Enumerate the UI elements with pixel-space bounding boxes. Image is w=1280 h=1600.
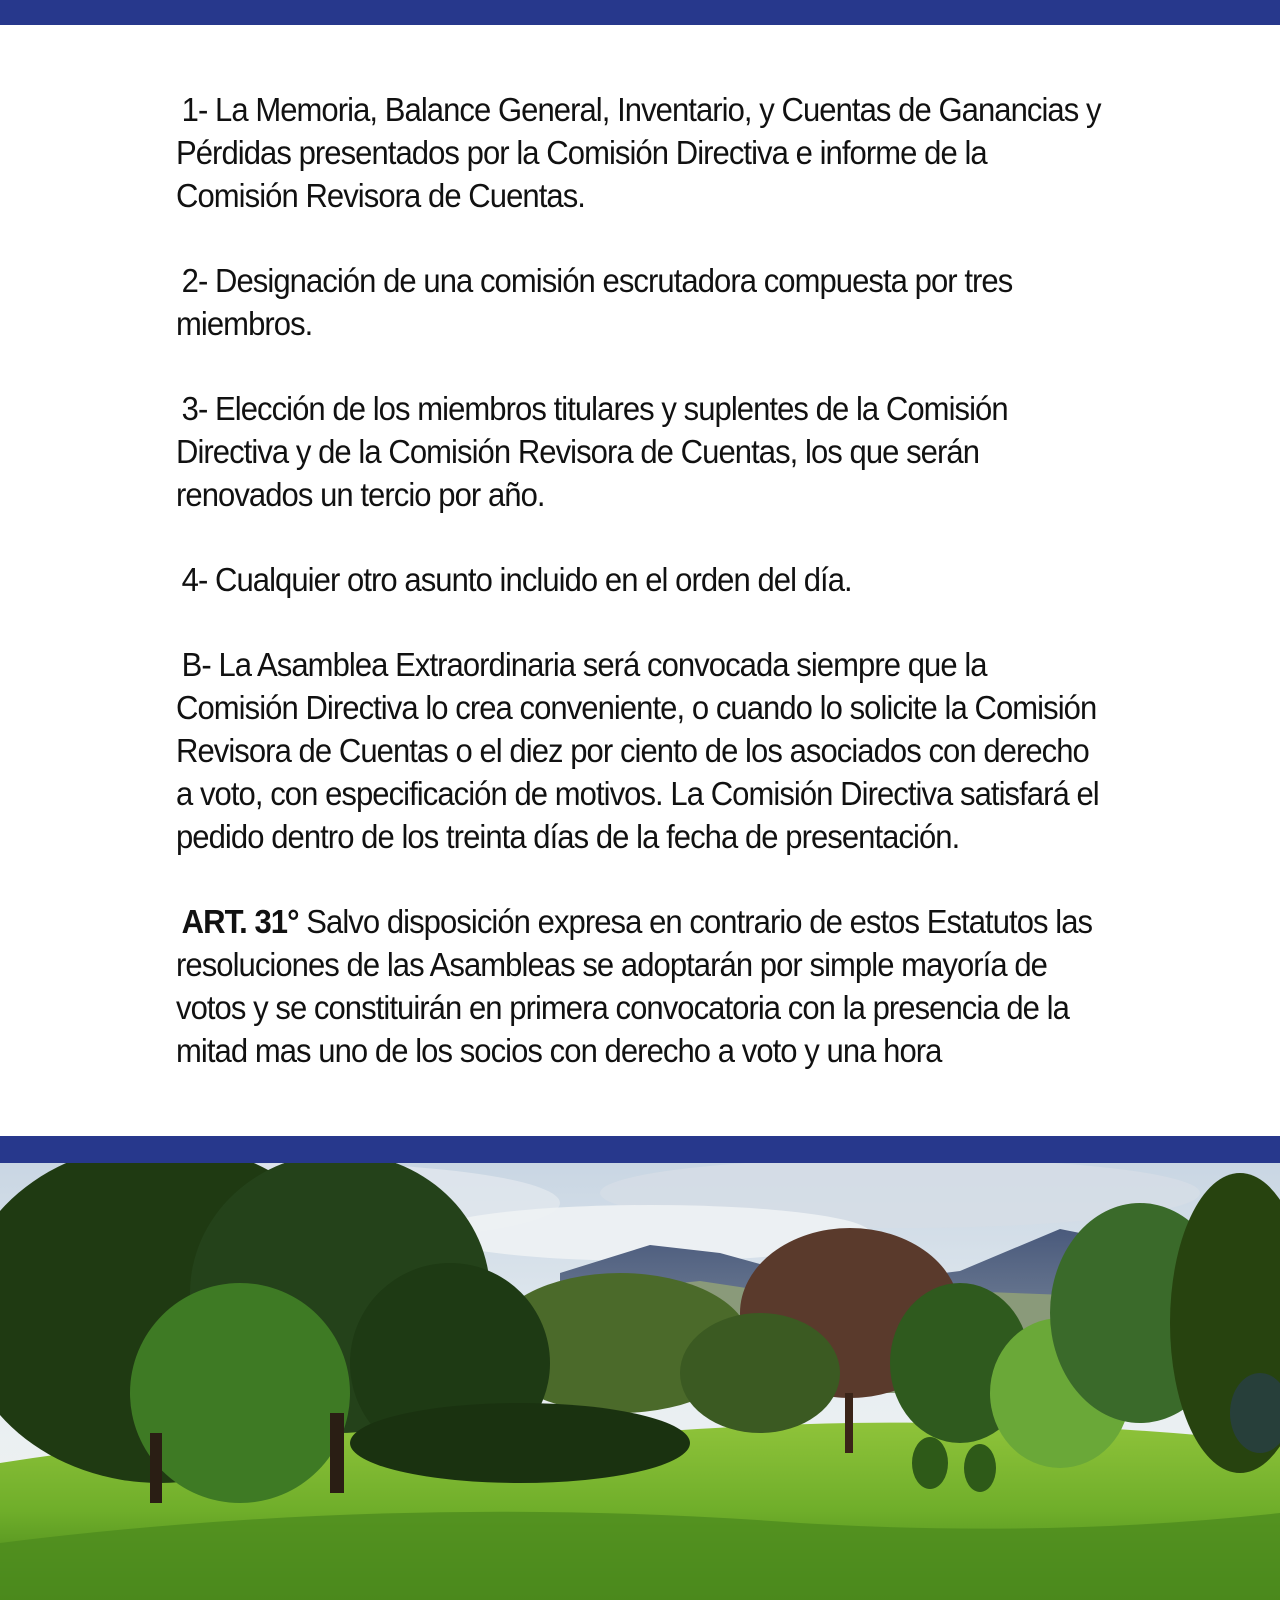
item-3-paragraph: 3- Elección de los miembros titulares y suplentes de la Comisión Directiva y de la Comisión Revisora de Cuentas, los que serán renovados un tercio por año. (176, 390, 1008, 513)
article-31-paragraph (176, 900, 1107, 1072)
item-4-paragraph: 4- Cualquier otro asunto incluido en el orden del día. (181, 561, 852, 598)
top-blue-bar (0, 0, 1280, 25)
item-b-paragraph: B- La Asamblea Extraordinaria será convocada siempre que la Comisión Directiva lo crea conveniente, o cuando lo solicite la Comisión Revisora de Cuentas o el diez por ciento de los asociados con derecho a voto, con especificación de motivos. La Comisión Directiva satisfará el pedido dentro de los treinta días de la fecha de presentación. (176, 646, 1099, 855)
item-1-paragraph: 1- La Memoria, Balance General, Inventario, y Cuentas de Ganancias y Pérdidas presentados por la Comisión Directiva e informe de la Comisión Revisora de Cuentas. (176, 91, 1101, 214)
bottom-blue-bar (0, 1136, 1280, 1163)
item-2-paragraph: 2- Designación de una comisión escrutadora compuesta por tres miembros. (176, 262, 1013, 342)
article-text: Salvo disposición expresa en contrario de estos Estatutos las resoluciones de las Asambleas se adoptarán por simple mayoría de votos y se constituirán en primera convocatoria con la presencia de la mitad mas uno de los socios con derecho a voto y una hora (176, 903, 1093, 1069)
park-landscape-photo (0, 1163, 1280, 1600)
article-label: ART. 31° (181, 903, 299, 940)
document-body (176, 88, 1107, 1114)
